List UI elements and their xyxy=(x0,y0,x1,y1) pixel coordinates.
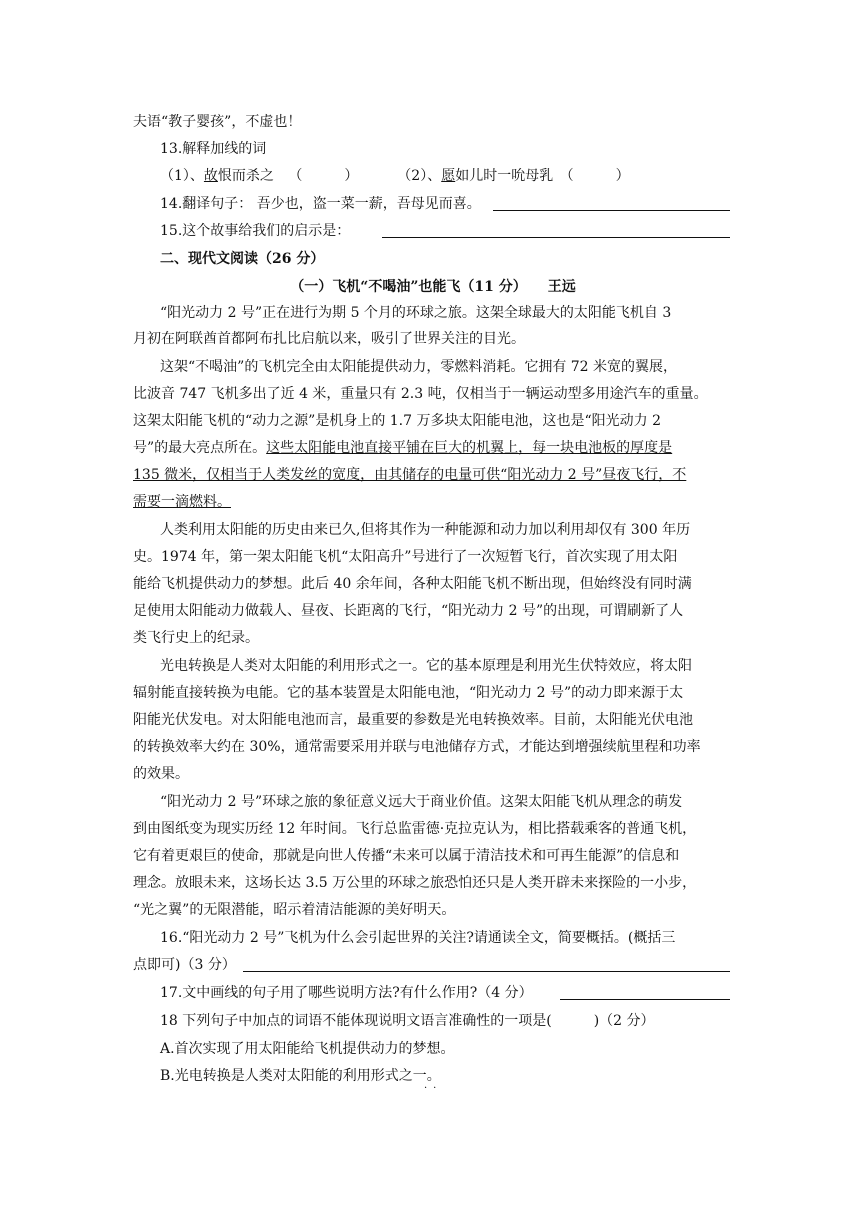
paragraph-line: 辐射能直接转换为电能。它的基本装置是太阳能电池，“阳光动力 2 号”的动力即来源于太 xyxy=(133,685,684,701)
question-14-text: 14.翻译句子： 吾少也，盗一菜一薪，吾母见而喜。 xyxy=(160,196,481,212)
item-2-blank[interactable]: （ ） xyxy=(559,168,630,184)
paragraph-line: 足使用太阳能动力做载人、昼夜、长距离的飞行，“阳光动力 2 号”的出现，可谓刷新了人 xyxy=(133,603,684,619)
paragraph-line: 能给飞机提供动力的梦想。此后 40 余年间，各种太阳能飞机不断出现，但始终没有同时满 xyxy=(133,576,692,592)
paragraph-line: 这架太阳能飞机的“动力之源”是机身上的 1.7 万多块太阳能电池，这也是“阳光动力 2 xyxy=(133,413,661,429)
answer-blank-17[interactable] xyxy=(560,985,730,1000)
paragraph-line: “阳光动力 2 号”正在进行为期 5 个月的环球之旅。这架全球最大的太阳能飞机自 3 xyxy=(160,305,672,321)
paragraph-line xyxy=(133,438,733,458)
question-15 xyxy=(160,221,733,241)
paragraph-line: 理念。放眼未来，这场长达 3.5 万公里的环球之旅恐怕还只是人类开辟未来探险的一小步， xyxy=(133,875,697,891)
answer-blank-15[interactable] xyxy=(382,223,730,238)
article-title: （一）飞机“不喝油”也能飞（11 分） 王远 xyxy=(290,279,576,295)
question-14 xyxy=(160,194,733,214)
answer-blank-14[interactable] xyxy=(493,196,730,211)
paragraph-line: 的转换效率大约在 30%，通常需要采用并联与电池储存方式，才能达到增强续航里程和功率 xyxy=(133,739,701,755)
underlined-sentence: 这些太阳能电池直接平铺在巨大的机翼上，每一块电池板的厚度是 xyxy=(266,440,673,456)
paragraph-line: 史。1974 年，第一架太阳能飞机“太阳高升”号进行了一次短暂飞行，首次实现了用太阳 xyxy=(133,549,678,565)
item-2-prefix: （2）、 xyxy=(397,168,442,184)
emphasis-dots: ·· xyxy=(424,1083,443,1094)
question-16 xyxy=(133,955,733,975)
question-16-line: 16.“阳光动力 2 号”飞机为什么会引起世界的关注?请通读全文，简要概括。(概括三 xyxy=(160,930,676,946)
question-16-text: 点即可)（3 分） xyxy=(133,957,236,973)
item-1-blank[interactable]: （ ） xyxy=(288,168,359,184)
paragraph-line: 这架“不喝油”的飞机完全由太阳能提供动力，零燃料消耗。它拥有 72 米宽的翼展， xyxy=(160,359,678,375)
item-1-prefix: （1）、 xyxy=(160,168,204,184)
paragraph-line: 人类利用太阳能的历史由来已久,但将其作为一种能源和动力加以利用却仅有 300 年历 xyxy=(160,522,691,538)
paragraph-line: 光电转换是人类对太阳能的利用形式之一。它的基本原理是利用光生伏特效应，将太阳 xyxy=(160,658,692,674)
question-18-option-b[interactable]: B.光电转换是人类对太阳能的利用形式之一。 xyxy=(160,1068,441,1084)
question-15-text: 15.这个故事给我们的启示是： xyxy=(160,223,351,239)
answer-blank-16[interactable] xyxy=(243,957,730,972)
paragraph-line: 的效果。 xyxy=(133,766,189,782)
item-1-rest: 恨而杀之 xyxy=(217,168,274,184)
paragraph-line: “阳光动力 2 号”环球之旅的象征意义远大于商业价值。这架太阳能飞机从理念的萌发 xyxy=(160,794,683,810)
item-1-word: 故 xyxy=(203,168,218,184)
question-17-text: 17.文中画线的句子用了哪些说明方法?有什么作用?（4 分） xyxy=(160,985,533,1001)
question-18-text: 18 下列句子中加点的词语不能体现说明文语言准确性的一项是( )（2 分） xyxy=(160,1013,655,1029)
item-2-rest: 如儿时一吮母乳 xyxy=(455,168,554,184)
paragraph-line: 月初在阿联酋首都阿布扎比启航以来，吸引了世界关注的目光。 xyxy=(133,331,525,347)
paragraph-line: 阳能光伏发电。对太阳能电池而言，最重要的参数是光电转换效率。目前，太阳能光伏电池 xyxy=(133,712,693,728)
question-13-items xyxy=(160,166,733,186)
paragraph-text: 号”的最大亮点所在。 xyxy=(133,440,267,456)
text-line: 夫语“教子婴孩”，不虚也！ xyxy=(133,114,302,130)
paragraph-line: 比波音 747 飞机多出了近 4 米，重量只有 2.3 吨，仅相当于一辆运动型多用途汽车的重量。 xyxy=(133,386,708,402)
question-13-title: 13.解释加线的词 xyxy=(160,141,267,157)
section-heading: 二、现代文阅读（26 分） xyxy=(160,251,325,267)
underlined-sentence-line: 需要一滴燃料。 xyxy=(133,494,231,510)
paragraph-line: 到由图纸变为现实历经 12 年时间。飞行总监雷德·克拉克认为，相比搭载乘客的普通飞机， xyxy=(133,821,697,837)
question-18-option-a[interactable]: A.首次实现了用太阳能给飞机提供动力的梦想。 xyxy=(160,1041,455,1057)
underlined-sentence-line: 135 微米，仅相当于人类发丝的宽度，由其储存的电量可供“阳光动力 2 号”昼夜飞行，不 xyxy=(133,467,687,483)
paragraph-line: 它有着更艰巨的使命，那就是向世人传播“未来可以属于清洁技术和可再生能源”的信息和 xyxy=(133,848,680,864)
item-2-word: 愿 xyxy=(441,168,456,184)
paragraph-line: 类飞行史上的纪录。 xyxy=(133,630,259,646)
paragraph-line: “光之翼”的无限潜能，昭示着清洁能源的美好明天。 xyxy=(133,902,456,918)
question-17 xyxy=(160,983,733,1003)
